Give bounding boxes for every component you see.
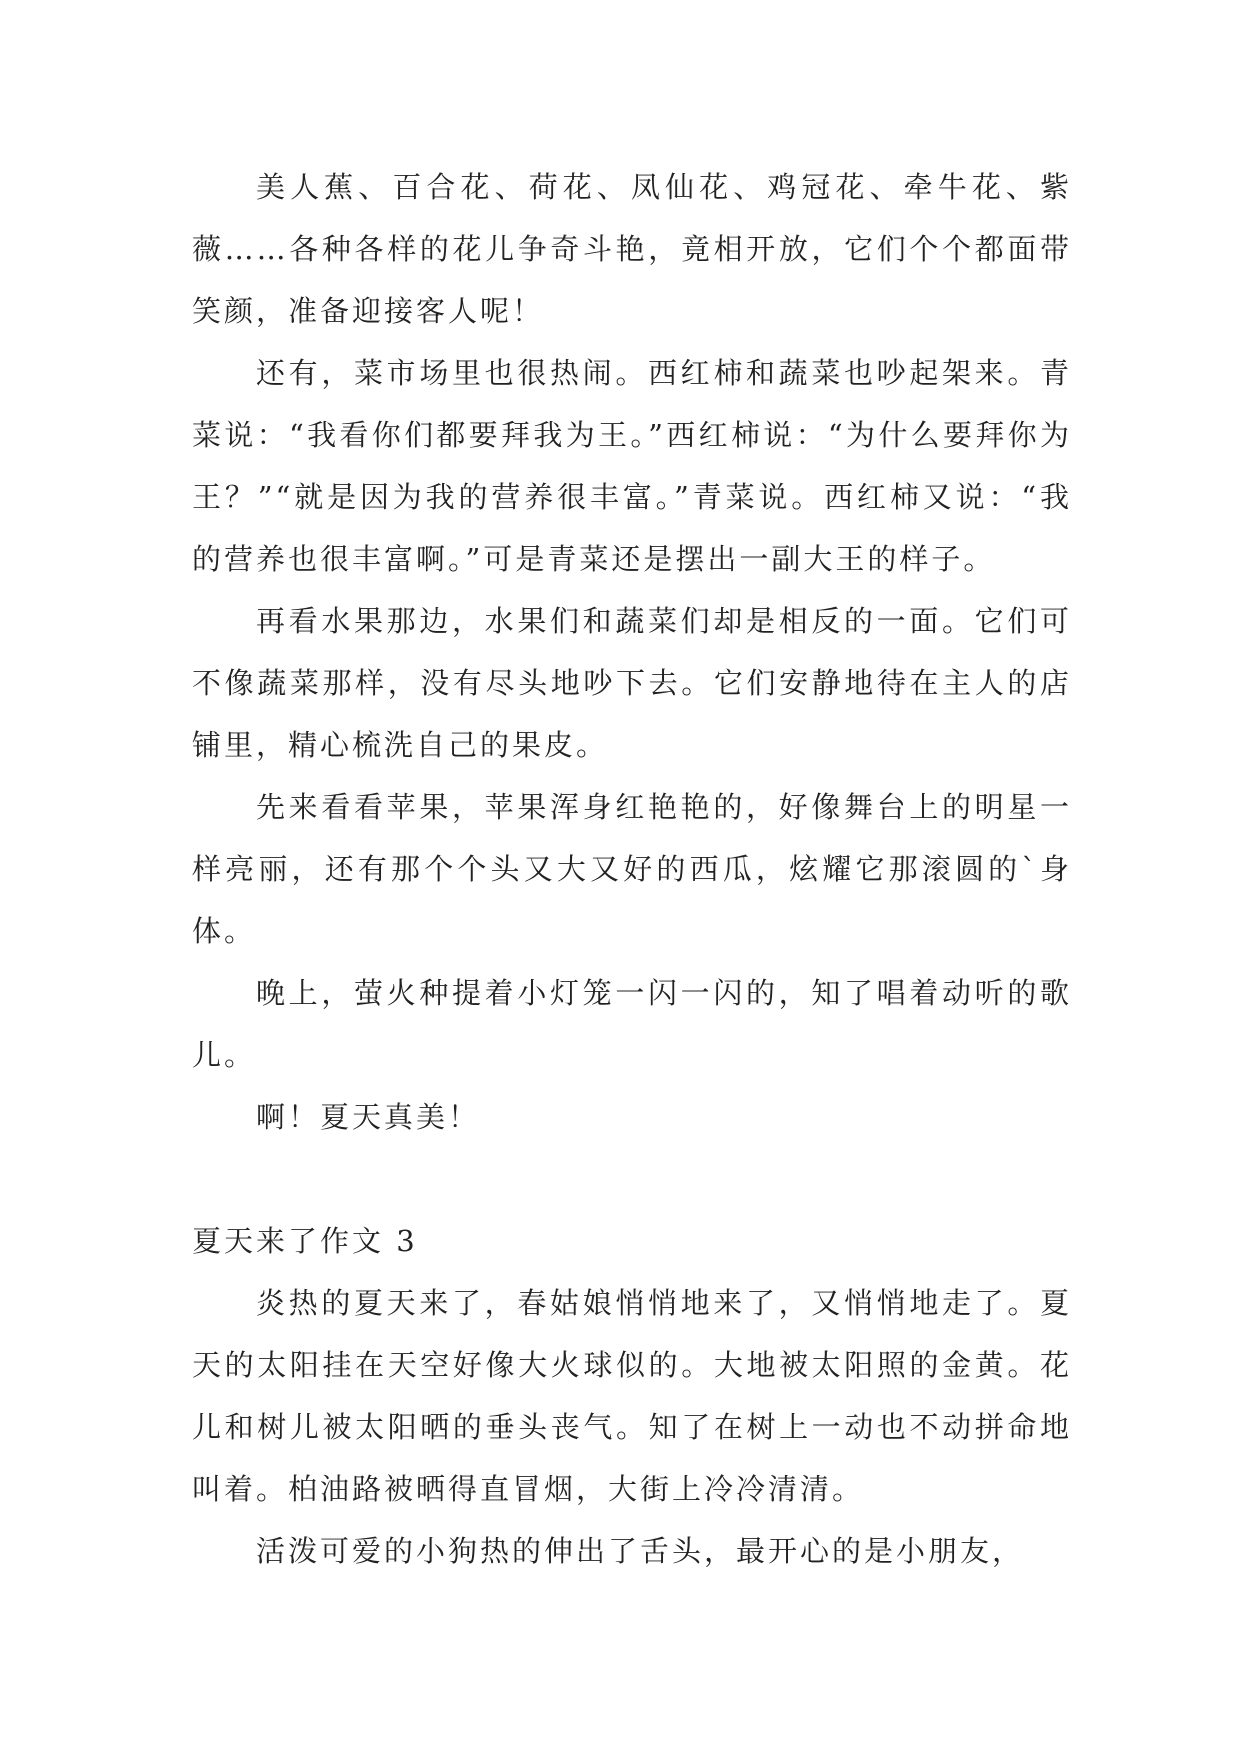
paragraph-flowers: 美人蕉、百合花、荷花、凤仙花、鸡冠花、牵牛花、紫薇……各种各样的花儿争奇斗艳，竟相开放，它们个个都面带笑颜，准备迎接客人呢！ <box>192 170 1072 328</box>
paragraph-puppy: 活泼可爱的小狗热的伸出了舌头，最开心的是小朋友， <box>256 1534 1025 1568</box>
paragraph-summer-beautiful: 啊！夏天真美！ <box>256 1100 481 1134</box>
paragraph-evening: 晚上，萤火种提着小灯笼一闪一闪的，知了唱着动听的歌儿。 <box>192 976 1072 1072</box>
paragraph-fruits: 再看水果那边，水果们和蔬菜们却是相反的一面。它们可不像蔬菜那样，没有尽头地吵下去。它们安静地待在主人的店铺里，精心梳洗自己的果皮。 <box>192 604 1072 762</box>
paragraph-apples: 先来看看苹果，苹果浑身红艳艳的，好像舞台上的明星一样亮丽，还有那个个头又大又好的西瓜，炫耀它那滚圆的`身体。 <box>192 790 1072 948</box>
document-page <box>192 156 1072 1582</box>
paragraph-vegetable-market: 还有，菜市场里也很热闹。西红柿和蔬菜也吵起架来。青菜说：“我看你们都要拜我为王。”西红柿说：“为什么要拜你为王？”“就是因为我的营养很丰富。”青菜说。西红柿又说：“我的营养也很丰富啊。”可是青菜还是摆出一副大王的样子。 <box>192 356 1072 576</box>
section-title: 夏天来了作文 3 <box>192 1224 418 1258</box>
paragraph-hot-summer: 炎热的夏天来了，春姑娘悄悄地来了，又悄悄地走了。夏天的太阳挂在天空好像大火球似的。大地被太阳照的金黄。花儿和树儿被太阳晒的垂头丧气。知了在树上一动也不动拼命地叫着。柏油路被晒得直冒烟，大街上冷冷清清。 <box>192 1286 1072 1506</box>
